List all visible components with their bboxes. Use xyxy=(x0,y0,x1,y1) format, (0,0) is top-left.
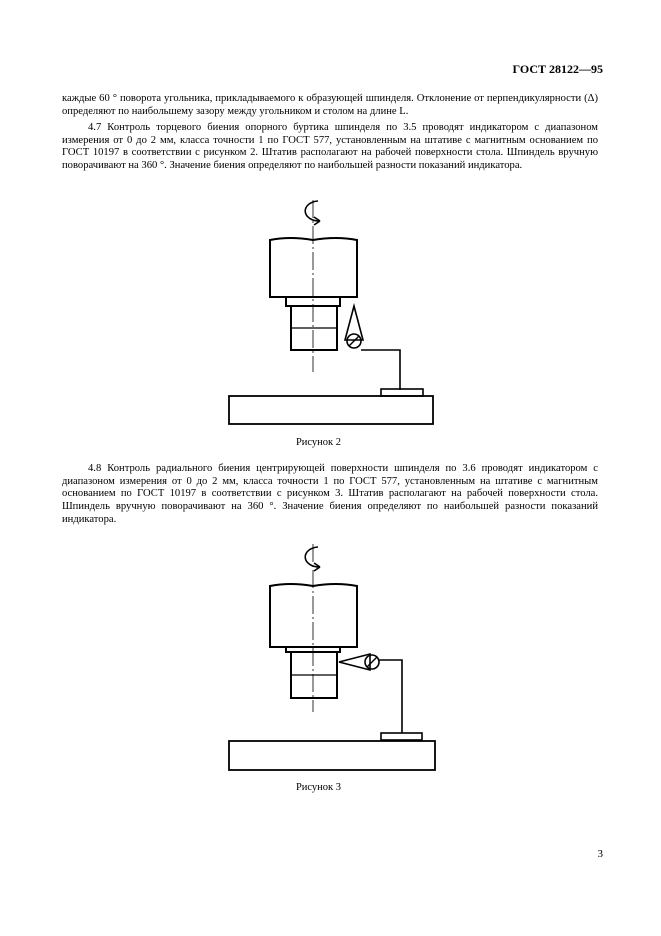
figure-2-caption: Рисунок 2 xyxy=(295,437,342,448)
document-header: ГОСТ 28122—95 xyxy=(512,62,603,76)
table-surface xyxy=(229,741,435,770)
paragraph-continuation: каждые 60 ° поворота угольника, прикладываемого к образующей шпинделя. Отклонение от перпендикулярности (Δ) определяют по наибольшему зазору между угольником и столом на длине L. xyxy=(62,93,598,117)
paragraph-4-8: 4.8 Контроль радиального биения центрирующей поверхности шпинделя по 3.6 проводят индикатором с диапазоном измерения от 0 до 2 мм, класса точности 1 по ГОСТ 577, установленным на штативе с магнитным основанием по ГОСТ 10197 в соответствии с рисунком 3. Штатив располагают на рабочей поверхности стола. Шпиндель вручную поворачивают на 360 °. Значение биения определяют по наибольшей разности показаний индикатора. xyxy=(62,463,598,525)
page-number: 3 xyxy=(597,848,603,860)
indicator-stand xyxy=(379,660,402,733)
magnetic-base xyxy=(381,733,422,740)
figure-3-caption: Рисунок 3 xyxy=(295,782,342,793)
paragraph-4-7: 4.7 Контроль торцевого биения опорного буртика шпинделя по 3.5 проводят индикатором с диапазоном измерения от 0 до 2 мм, класса точности 1 по ГОСТ 577, установленным на штативе с магнитным основанием по ГОСТ 10197 в соответствии с рисунком 2. Штатив располагают на рабочей поверхности стола. Шпиндель вручную поворачивают на 360 °. Значение биения определяют по наибольшей разности показаний индикатора. xyxy=(62,122,598,172)
spindle-body xyxy=(270,584,357,647)
